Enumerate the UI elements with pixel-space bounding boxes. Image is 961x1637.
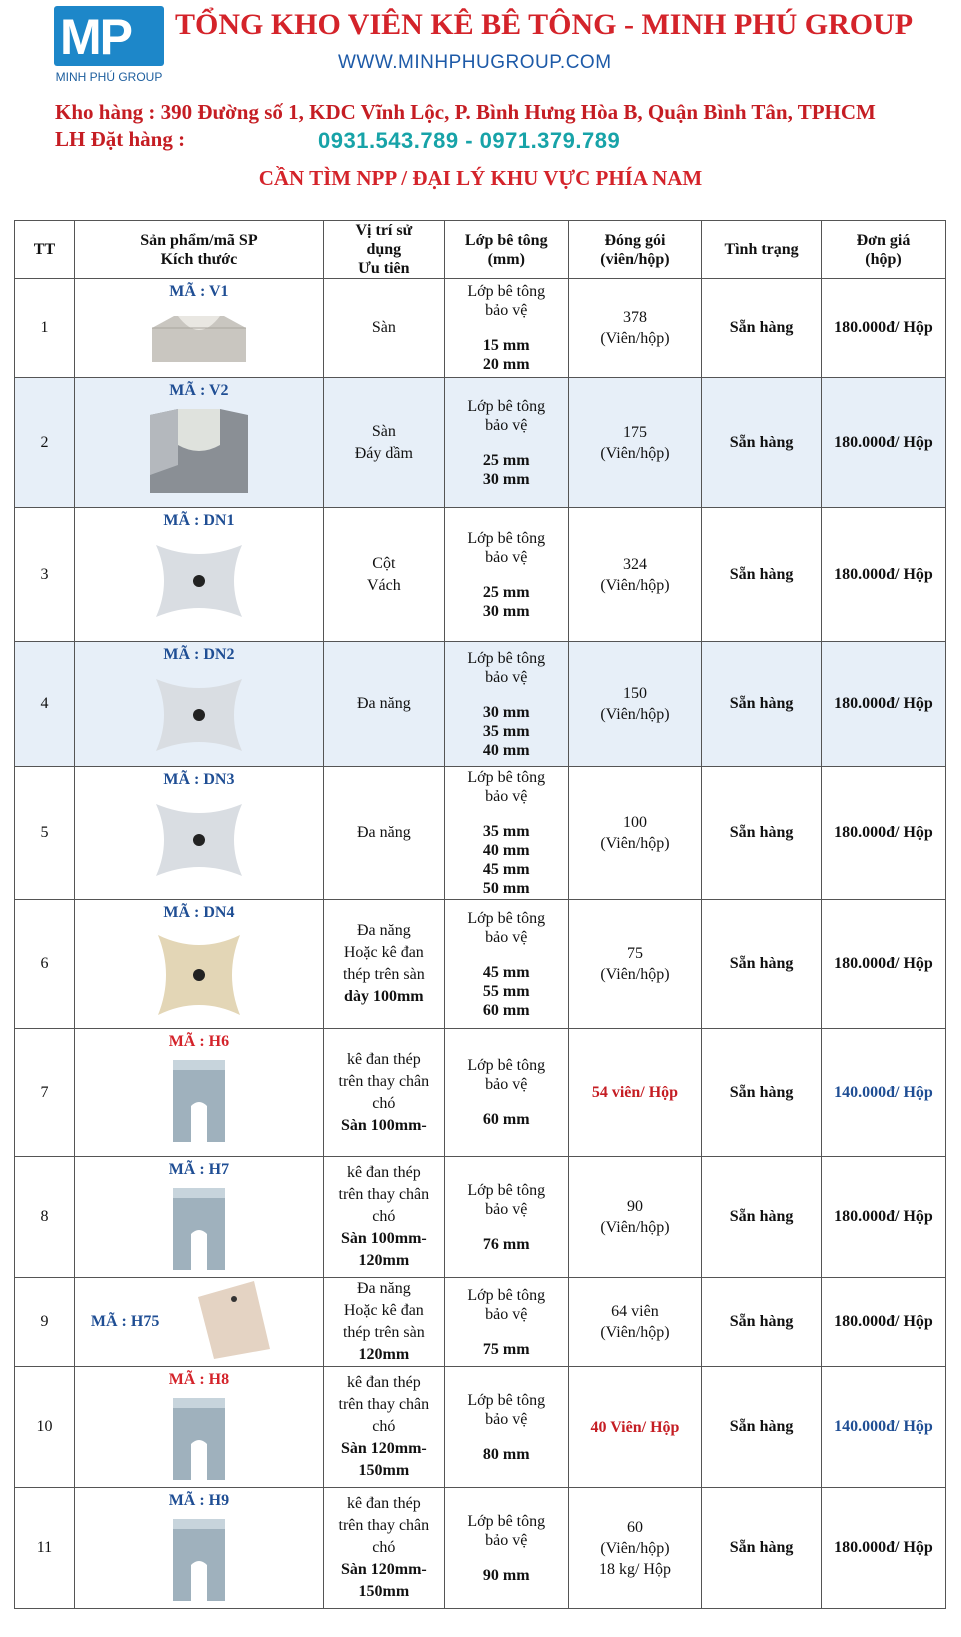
layer-label: Lớp bê tông xyxy=(467,529,546,547)
layer-label: bảo vệ xyxy=(485,1076,528,1093)
price-table xyxy=(14,220,946,1609)
layer-label: bảo vệ xyxy=(485,1410,528,1428)
table-row xyxy=(15,279,946,378)
layer-label: bảo vệ xyxy=(485,548,528,566)
concrete-layer xyxy=(444,1029,568,1157)
unit-price: 180.000đ/ Hộp xyxy=(821,767,945,900)
table-row xyxy=(15,508,946,642)
unit-price: 180.000đ/ Hộp xyxy=(821,900,945,1029)
concrete-layer xyxy=(444,1278,568,1367)
stock-status: Sẵn hàng xyxy=(702,900,822,1029)
usage-position xyxy=(323,508,444,642)
product-code: MÃ : DN3 xyxy=(163,771,235,788)
product-code: MÃ : DN2 xyxy=(163,646,235,663)
usage-line: Đa năng xyxy=(356,824,411,841)
usage-line: Sàn xyxy=(371,422,396,440)
col-header-packing: Đóng gói (viên/hộp) xyxy=(568,221,701,279)
usage-line: chó xyxy=(372,1418,396,1435)
usage-line: kê đan thép xyxy=(346,1374,421,1391)
layer-label: bảo vệ xyxy=(485,668,528,686)
table-row xyxy=(15,642,946,767)
packing-line: (Viên/hộp) xyxy=(600,330,670,347)
unit-price: 180.000đ/ Hộp xyxy=(821,508,945,642)
layer-thickness: 40 mm xyxy=(482,842,530,859)
layer-thickness: 40 mm xyxy=(482,741,530,759)
product-image xyxy=(75,405,323,502)
concrete-layer xyxy=(444,1488,568,1609)
product-image xyxy=(75,927,323,1028)
product-cell xyxy=(74,1029,323,1157)
product-image xyxy=(75,1056,323,1149)
layer-thickness: 15 mm xyxy=(482,337,530,354)
concrete-layer xyxy=(444,1157,568,1278)
stock-status: Sẵn hàng xyxy=(702,1488,822,1609)
product-code: MÃ : H8 xyxy=(168,1371,230,1388)
product-code: MÃ : H9 xyxy=(168,1492,230,1509)
product-cell xyxy=(74,1157,323,1278)
usage-line: Cột xyxy=(372,554,396,572)
packing-line: (Viên/hộp) xyxy=(600,966,670,983)
usage-position xyxy=(323,279,444,378)
usage-position xyxy=(323,1157,444,1278)
usage-line: Hoặc kê đan xyxy=(343,1302,424,1319)
packing xyxy=(568,1029,701,1157)
layer-thickness: 45 mm xyxy=(482,963,530,981)
usage-line: kê đan thép xyxy=(346,1050,421,1068)
product-cell xyxy=(74,378,323,508)
usage-line: chó xyxy=(372,1208,396,1225)
order-label: LH Đặt hàng : xyxy=(55,127,186,151)
product-image xyxy=(75,794,323,891)
usage-position xyxy=(323,1367,444,1488)
product-cell xyxy=(74,1367,323,1488)
page-header xyxy=(0,0,961,210)
layer-thickness: 25 mm xyxy=(482,583,530,601)
product-code: MÃ : DN1 xyxy=(163,512,235,529)
table-row xyxy=(15,1367,946,1488)
packing xyxy=(568,279,701,378)
usage-line: dày 100mm xyxy=(344,988,424,1005)
table-row xyxy=(15,1488,946,1609)
layer-thickness: 75 mm xyxy=(482,1340,530,1358)
website-link[interactable]: WWW.MINHPHUGROUP.COM xyxy=(338,52,612,73)
usage-line: 120mm xyxy=(358,1346,410,1363)
concrete-layer xyxy=(444,900,568,1029)
layer-thickness: 45 mm xyxy=(482,861,530,878)
brand-logo xyxy=(54,6,164,84)
usage-line: trên thay chân xyxy=(338,1517,430,1534)
layer-label: bảo vệ xyxy=(485,416,528,434)
product-cell xyxy=(74,767,323,900)
layer-thickness: 90 mm xyxy=(482,1566,530,1584)
row-number: 5 xyxy=(15,767,75,900)
unit-price: 180.000đ/ Hộp xyxy=(821,279,945,378)
layer-label: bảo vệ xyxy=(485,1305,528,1323)
usage-position xyxy=(323,642,444,767)
layer-label: Lớp bê tông xyxy=(467,1286,546,1304)
layer-thickness: 30 mm xyxy=(482,470,530,488)
usage-line: Vách xyxy=(366,576,401,594)
usage-line: chó xyxy=(372,1094,396,1112)
concrete-layer xyxy=(444,1367,568,1488)
product-image xyxy=(75,1515,323,1608)
product-code: MÃ : H7 xyxy=(168,1161,230,1178)
concrete-layer xyxy=(444,508,568,642)
usage-line: kê đan thép xyxy=(346,1164,421,1181)
packing-line: 100 xyxy=(622,814,647,831)
usage-position xyxy=(323,767,444,900)
table-row xyxy=(15,378,946,508)
usage-line: kê đan thép xyxy=(346,1495,421,1512)
usage-line: Đa năng xyxy=(356,695,411,712)
layer-label: Lớp bê tông xyxy=(467,397,546,415)
packing-line: 75 xyxy=(626,945,643,962)
table-row xyxy=(15,1029,946,1157)
row-number: 3 xyxy=(15,508,75,642)
usage-line: chó xyxy=(372,1539,396,1556)
usage-position xyxy=(323,378,444,508)
table-header-row xyxy=(15,221,946,279)
packing-line: 64 viên xyxy=(611,1303,659,1320)
col-header-layer: Lớp bê tông (mm) xyxy=(444,221,568,279)
row-number: 8 xyxy=(15,1157,75,1278)
concrete-layer xyxy=(444,279,568,378)
packing xyxy=(568,1278,701,1367)
row-number: 6 xyxy=(15,900,75,1029)
usage-line: Đa năng xyxy=(356,922,411,939)
packing-line: (Viên/hộp) xyxy=(600,1324,670,1341)
product-cell xyxy=(74,279,323,378)
usage-line: Đa năng xyxy=(356,1280,411,1297)
recruit-banner: CẦN TÌM NPP / ĐẠI LÝ KHU VỰC PHÍA NAM xyxy=(258,166,703,190)
product-code: MÃ : H75 xyxy=(90,1313,160,1330)
layer-thickness: 55 mm xyxy=(482,982,530,1000)
row-number: 1 xyxy=(15,279,75,378)
usage-line: Hoặc kê đan xyxy=(343,944,424,961)
layer-label: bảo vệ xyxy=(485,302,528,319)
product-code: MÃ : H6 xyxy=(168,1033,230,1050)
layer-label: Lớp bê tông xyxy=(467,1181,546,1199)
layer-label: Lớp bê tông xyxy=(467,1391,546,1409)
packing-line: (Viên/hộp) xyxy=(600,444,670,462)
packing-line: (Viên/hộp) xyxy=(600,1219,670,1236)
order-phones[interactable]: 0931.543.789 - 0971.379.789 xyxy=(318,128,621,153)
usage-line: Sàn 100mm- xyxy=(340,1230,427,1247)
layer-thickness: 80 mm xyxy=(482,1445,530,1463)
logo-caption: MINH PHÚ GROUP xyxy=(55,70,163,84)
page-title: TỔNG KHO VIÊN KÊ BÊ TÔNG - MINH PHÚ GROUP xyxy=(175,8,914,41)
concrete-layer xyxy=(444,767,568,900)
layer-label: Lớp bê tông xyxy=(467,909,546,927)
layer-thickness: 20 mm xyxy=(482,356,530,373)
usage-line: Sàn xyxy=(371,319,396,336)
layer-label: bảo vệ xyxy=(485,1200,528,1218)
product-cell xyxy=(74,508,323,642)
usage-position xyxy=(323,900,444,1029)
row-number: 4 xyxy=(15,642,75,767)
table-row xyxy=(15,1278,946,1367)
layer-thickness: 30 mm xyxy=(482,602,530,620)
stock-status: Sẵn hàng xyxy=(702,642,822,767)
layer-thickness: 35 mm xyxy=(482,722,530,740)
product-code: MÃ : V2 xyxy=(169,382,229,399)
usage-position xyxy=(323,1488,444,1609)
usage-line: trên thay chân xyxy=(338,1072,430,1090)
layer-thickness: 76 mm xyxy=(482,1235,530,1253)
packing-line: 60 xyxy=(626,1518,643,1536)
stock-status: Sẵn hàng xyxy=(702,1157,822,1278)
table-row xyxy=(15,900,946,1029)
layer-thickness: 25 mm xyxy=(482,451,530,469)
packing-line: 90 xyxy=(626,1198,643,1215)
usage-line: Sàn 120mm- xyxy=(340,1561,427,1578)
packing-line: 378 xyxy=(622,309,647,326)
stock-status: Sẵn hàng xyxy=(702,508,822,642)
unit-price: 180.000đ/ Hộp xyxy=(821,642,945,767)
product-image xyxy=(75,1394,323,1487)
concrete-layer xyxy=(444,378,568,508)
packing xyxy=(568,767,701,900)
logo-badge xyxy=(54,6,164,66)
packing xyxy=(568,508,701,642)
unit-price: 140.000đ/ Hộp xyxy=(821,1367,945,1488)
col-header-product: Sản phẩm/mã SP Kích thước xyxy=(74,221,323,279)
layer-label: Lớp bê tông xyxy=(467,1057,546,1074)
row-number: 11 xyxy=(15,1488,75,1609)
warehouse-address: Kho hàng : 390 Đường số 1, KDC Vĩnh Lộc, P. Bình Hưng Hòa B, Quận Bình Tân, TPHCM xyxy=(55,100,876,124)
packing xyxy=(568,378,701,508)
col-header-status: Tình trạng xyxy=(702,221,822,279)
col-header-tt: TT xyxy=(15,221,75,279)
product-image xyxy=(75,1184,323,1277)
packing xyxy=(568,1488,701,1609)
layer-label: Lớp bê tông xyxy=(467,769,546,786)
layer-thickness: 30 mm xyxy=(482,703,530,721)
unit-price: 180.000đ/ Hộp xyxy=(821,1278,945,1367)
packing-line: 40 Viên/ Hộp xyxy=(590,1418,680,1436)
layer-thickness: 50 mm xyxy=(482,880,530,897)
col-header-price: Đơn giá (hộp) xyxy=(821,221,945,279)
product-image xyxy=(75,535,323,632)
product-cell xyxy=(74,642,323,767)
usage-line: 150mm xyxy=(358,1462,410,1479)
packing-line: (Viên/hộp) xyxy=(600,835,670,852)
table-row xyxy=(15,767,946,900)
row-number: 7 xyxy=(15,1029,75,1157)
product-cell xyxy=(74,1278,323,1367)
packing-line: (Viên/hộp) xyxy=(600,576,670,594)
usage-line: thép trên sàn xyxy=(342,1324,425,1341)
layer-label: bảo vệ xyxy=(485,928,528,946)
layer-thickness: 60 mm xyxy=(482,1111,530,1128)
packing-line: (Viên/hộp) xyxy=(600,1539,670,1557)
usage-line: 120mm xyxy=(358,1252,410,1269)
usage-line: trên thay chân xyxy=(338,1396,430,1413)
usage-position xyxy=(323,1278,444,1367)
packing-line: 54 viên/ Hộp xyxy=(591,1084,679,1101)
unit-price: 180.000đ/ Hộp xyxy=(821,1157,945,1278)
product-image xyxy=(145,1279,323,1366)
packing xyxy=(568,1157,701,1278)
product-cell xyxy=(74,1488,323,1609)
packing-line: (Viên/hộp) xyxy=(600,706,670,723)
unit-price: 180.000đ/ Hộp xyxy=(821,1488,945,1609)
table-row xyxy=(15,1157,946,1278)
usage-line: Sàn 100mm- xyxy=(340,1116,427,1134)
packing xyxy=(568,900,701,1029)
product-code: MÃ : V1 xyxy=(169,283,229,300)
stock-status: Sẵn hàng xyxy=(702,1278,822,1367)
layer-label: bảo vệ xyxy=(485,1531,528,1549)
packing xyxy=(568,642,701,767)
usage-line: thép trên sàn xyxy=(342,966,425,983)
product-code: MÃ : DN4 xyxy=(163,904,235,921)
product-image xyxy=(75,669,323,766)
stock-status: Sẵn hàng xyxy=(702,1029,822,1157)
usage-line: Đáy dầm xyxy=(354,444,413,462)
row-number: 10 xyxy=(15,1367,75,1488)
layer-thickness: 35 mm xyxy=(482,823,530,840)
layer-label: Lớp bê tông xyxy=(467,1512,546,1530)
packing-line: 150 xyxy=(622,685,647,702)
usage-line: Sàn 120mm- xyxy=(340,1440,427,1457)
col-header-position: Vị trí sử dụng Ưu tiên xyxy=(323,221,444,279)
packing-line: 324 xyxy=(622,555,647,573)
layer-label: Lớp bê tông xyxy=(467,283,546,300)
usage-line: trên thay chân xyxy=(338,1186,430,1203)
row-number: 2 xyxy=(15,378,75,508)
stock-status: Sẵn hàng xyxy=(702,279,822,378)
unit-price: 180.000đ/ Hộp xyxy=(821,378,945,508)
product-cell xyxy=(74,900,323,1029)
packing xyxy=(568,1367,701,1488)
usage-position xyxy=(323,1029,444,1157)
packing-line: 175 xyxy=(622,423,647,441)
stock-status: Sẵn hàng xyxy=(702,767,822,900)
product-image xyxy=(75,306,323,373)
stock-status: Sẵn hàng xyxy=(702,1367,822,1488)
layer-thickness: 60 mm xyxy=(482,1001,530,1019)
unit-price: 140.000đ/ Hộp xyxy=(821,1029,945,1157)
logo-mark: MP xyxy=(60,9,131,65)
row-number: 9 xyxy=(15,1278,75,1367)
packing-line: 18 kg/ Hộp xyxy=(598,1560,671,1578)
layer-label: Lớp bê tông xyxy=(467,649,546,667)
concrete-layer xyxy=(444,642,568,767)
layer-label: bảo vệ xyxy=(485,788,528,805)
usage-line: 150mm xyxy=(358,1583,410,1600)
stock-status: Sẵn hàng xyxy=(702,378,822,508)
